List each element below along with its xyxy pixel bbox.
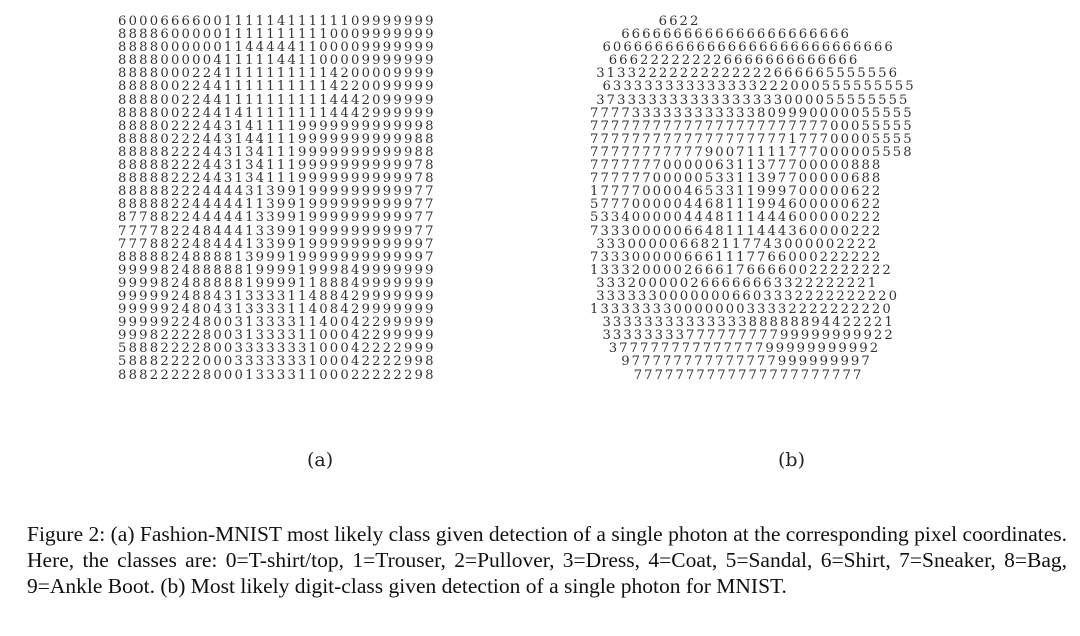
grid-row: 7777777777790071111777000005558: [590, 144, 914, 160]
grid-row: 999982488888199991999849999999: [118, 262, 436, 278]
grid-row: 7777770000053311397700000688: [590, 171, 883, 187]
grid-row: 373333333333333333000055555555: [590, 92, 910, 108]
grid-row: 600066660011111411111109999999: [118, 14, 436, 29]
grid-row: 7777333333333333809990000055555: [590, 105, 914, 121]
grid-row: 888222228000133331100022222298: [118, 367, 436, 383]
grid-row: 888802224431441119999999999988: [118, 131, 436, 147]
grid-row: 31332222222222222666665555556: [590, 66, 900, 82]
grid-row: 37777777777777799999999992: [590, 341, 881, 357]
panel-b-class-grid: [590, 15, 916, 382]
grid-row: 888800224414111111114442999999: [118, 105, 436, 121]
grid-row: 6622: [590, 14, 701, 29]
grid-row: 13333333000000033332222222220: [590, 302, 893, 318]
grid-row: 888860000011111111110009999999: [118, 27, 436, 43]
grid-row: 999982488888199991188849999999: [118, 275, 436, 291]
grid-row: 3333333333333388888894422221: [590, 315, 895, 331]
grid-row: 5777000004468111994600000622: [590, 197, 883, 213]
grid-row: 588822228003333333100042222999: [118, 341, 436, 357]
grid-row: 6666666666666666666666: [590, 27, 851, 43]
grid-row: 777882248444133991999999999997: [118, 236, 436, 252]
grid-row: 977777777777777999999997: [590, 354, 872, 370]
grid-row: 666222222226666666666666: [590, 53, 860, 69]
grid-row: 888802224431411119999999999998: [118, 118, 436, 134]
grid-row: 888800224411111111114220099999: [118, 79, 436, 95]
grid-row: 888882244444113991999999999977: [118, 197, 436, 213]
grid-row: 888800000411111441100009999999: [118, 53, 436, 69]
panel-a-class-grid: [118, 15, 436, 382]
grid-row: 7777777777777777777777700055555: [590, 118, 914, 134]
grid-row: 33333300000006603332222222220: [590, 288, 900, 304]
grid-row: 888882224431341119999999999978: [118, 158, 436, 174]
figure-caption: Figure 2: (a) Fashion-MNIST most likely class given detection of a single photon at the corresponding pixel coordinates. Here, the classes are: 0=T-shirt/top, 1=Trouser, 2=Pullover, 3=Dress, 4=Coat, 5=Sandal, 6=Shirt, 7=Sneaker, 8=Bag, 9=Ankle Boot. (b) Most likely digit-class given detection of a single photon for MNIST.: [27, 522, 1067, 598]
grid-row: 588822220003333333100042222998: [118, 354, 436, 370]
grid-row: 999992488431333311488429999999: [118, 288, 436, 304]
grid-row: 333200000266666663322222221: [590, 275, 879, 291]
grid-row: 888882488881399919999999999997: [118, 249, 436, 265]
grid-row: 5334000004448111444600000222: [590, 210, 883, 226]
grid-row: 888800022411111111114200009999: [118, 66, 436, 82]
grid-row: 7333000006661117766000222222: [590, 249, 883, 265]
grid-row: 333000006682117743000002222: [590, 236, 879, 252]
grid-row: 888800224411111111114442099999: [118, 92, 436, 108]
grid-row: 888882224431341119999999999978: [118, 171, 436, 187]
grid-row: 3333333377777777799999999922: [590, 328, 895, 344]
grid-row: 1777700004653311999700000622: [590, 184, 883, 200]
grid-row: 999822228003133331100042299999: [118, 328, 436, 344]
grid-row: 888882224444313991999999999977: [118, 184, 436, 200]
grid-row: 6066666666666666666666666666: [590, 40, 895, 56]
grid-row: 999992480431333311408429999999: [118, 302, 436, 318]
grid-row: 7777777777777777777177700005555: [590, 131, 914, 147]
grid-row: 877882244444133991999999999977: [118, 210, 436, 226]
panel-a-label: (a): [307, 449, 334, 471]
grid-row: 888882224431341119999999999988: [118, 144, 436, 160]
grid-row: 7777777777777777777777: [590, 367, 864, 383]
grid-row: 7777777000006311377700000888: [590, 158, 883, 174]
grid-row: 888800000011444441100009999999: [118, 40, 436, 56]
grid-row: 633333333333333222000555555555: [590, 79, 916, 95]
grid-row: 7333000006648111444360000222: [590, 223, 883, 239]
panel-b-label: (b): [778, 449, 805, 471]
grid-row: 999992248003133331140042299999: [118, 315, 436, 331]
grid-row: 13332000026661766660022222222: [590, 262, 893, 278]
grid-row: 777782248444133991999999999977: [118, 223, 436, 239]
